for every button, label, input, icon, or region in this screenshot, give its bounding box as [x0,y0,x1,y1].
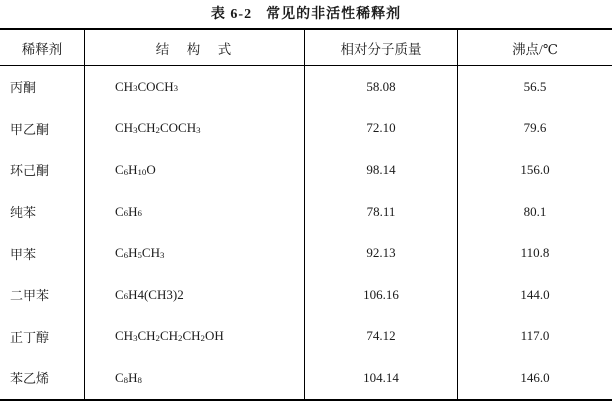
diluent-name-cell: 甲乙酮 [0,108,85,150]
formula-cell: C $_6$ H $_5$ CH $_3$ [85,232,305,274]
diluent-name-cell: 苯乙烯 [0,357,85,399]
molecular-mass-cell: 78.11 [305,191,458,233]
formula-cell: C $_6$ H4(CH3)2 [85,274,305,316]
formula-cell: C $_6$ H $_6$ [85,191,305,233]
molecular-mass-cell: 106.16 [305,274,458,316]
molecular-mass-cell: 98.14 [305,149,458,191]
formula-cell: CH $_3$ CH $_2$ COCH $_3$ [85,108,305,150]
table-row [0,316,612,358]
table-row [0,108,612,150]
table-title [0,3,612,23]
table-row [0,191,612,233]
formula-cell: C $_6$ H $_{10}$ O [85,149,305,191]
table-row [0,66,612,108]
formula-cell: C $_8$ H $_8$ [85,357,305,399]
molecular-mass-cell: 58.08 [305,66,458,108]
table-header-row [0,30,612,66]
boiling-point-cell: 80.1 [523,203,547,219]
diluent-name-cell: 二甲苯 [0,274,85,316]
table-body [0,66,612,399]
boiling-point-cell: 56.5 [523,78,547,94]
table-number: 表 6-2 [210,7,253,22]
diluent-name-cell: 丙酮 [0,66,85,108]
header-molecular-mass: 相对分子质量 [305,30,458,65]
table-row [0,149,612,191]
diluent-name-cell: 纯苯 [0,191,85,233]
table-caption: 常见的非活性稀释剂 [266,7,402,22]
table-row [0,232,612,274]
header-diluent: 稀释剂 [0,30,85,65]
molecular-mass-cell: 72.10 [305,108,458,150]
diluent-name-cell: 甲苯 [0,232,85,274]
table-row [0,357,612,399]
header-boiling-point: 沸点/℃ [512,41,558,57]
molecular-mass-cell: 92.13 [305,232,458,274]
boiling-point-cell: 79.6 [523,120,547,136]
boiling-point-cell: 117.0 [520,328,550,344]
molecular-mass-cell: 74.12 [305,316,458,358]
molecular-mass-cell: 104.14 [305,357,458,399]
header-structural-formula: 结 构 式 [85,30,305,65]
diluent-name-cell: 正丁醇 [0,316,85,358]
formula-cell: CH $_3$ COCH $_3$ [85,66,305,108]
boiling-point-cell: 146.0 [520,369,550,385]
diluents-table [0,28,612,401]
boiling-point-cell: 156.0 [520,161,550,177]
table-row [0,274,612,316]
boiling-point-cell: 144.0 [520,286,550,302]
formula-cell: CH $_3$ CH $_2$ CH $_2$ CH $_2$ OH [85,316,305,358]
boiling-point-cell: 110.8 [520,245,550,261]
diluent-name-cell: 环己酮 [0,149,85,191]
